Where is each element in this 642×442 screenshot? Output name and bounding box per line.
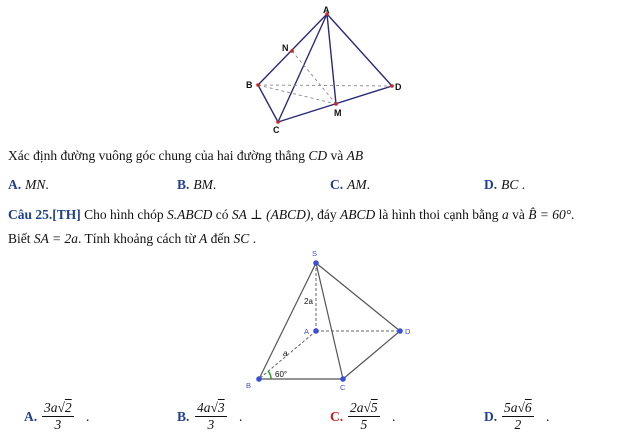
point-d bbox=[397, 328, 403, 334]
q25-option-c-period: . bbox=[392, 409, 396, 424]
label-b: B bbox=[246, 80, 253, 90]
q25-line-2 bbox=[8, 231, 256, 247]
segment-bm-hidden bbox=[258, 85, 336, 104]
label-c: C bbox=[273, 125, 280, 135]
q25-text-2d: . bbox=[252, 231, 257, 246]
label-n: N bbox=[282, 43, 289, 53]
label-b: B bbox=[246, 381, 252, 390]
q24-option-d-letter: D. bbox=[484, 177, 498, 192]
q24-option-c-tail: . bbox=[366, 177, 370, 192]
point-c bbox=[276, 120, 280, 124]
q25-option-a-denominator: 3 bbox=[42, 416, 74, 433]
q24-prompt-and: và bbox=[330, 148, 344, 163]
edge-sb bbox=[259, 263, 316, 379]
q25-option-b[interactable] bbox=[177, 400, 267, 440]
q24-option-d-tail: . bbox=[518, 177, 526, 192]
point-n bbox=[290, 49, 294, 53]
q25-perp: SA ⊥ (ABCD) bbox=[231, 207, 311, 222]
label-a: A bbox=[304, 327, 310, 336]
label-a: A bbox=[323, 5, 330, 15]
q24-prompt-ab: AB bbox=[346, 148, 364, 163]
tetrahedron-figure bbox=[240, 4, 410, 136]
q25-option-c-fraction bbox=[348, 400, 380, 433]
edge-ad bbox=[327, 14, 392, 86]
q25-option-a-coef: 3a bbox=[44, 400, 58, 415]
q24-option-b-tail: . bbox=[212, 177, 217, 192]
label-m: M bbox=[334, 108, 342, 118]
q25-text-1b: có bbox=[215, 207, 229, 222]
segment-am bbox=[327, 14, 336, 104]
point-m bbox=[334, 102, 338, 106]
q24-option-c-value: AM bbox=[347, 177, 367, 192]
q25-option-b-radicand: 3 bbox=[217, 400, 225, 415]
q25-option-b-denominator: 3 bbox=[195, 416, 227, 433]
q25-text-2a: Biết bbox=[8, 231, 31, 246]
q24-option-d-value: BC bbox=[501, 177, 519, 192]
q24-option-d[interactable] bbox=[484, 176, 525, 194]
q25-option-c-coef: 2a bbox=[350, 400, 364, 415]
point-a bbox=[313, 328, 319, 334]
q25-sa: SA = 2a bbox=[33, 231, 78, 246]
label-ab-length: a bbox=[283, 349, 288, 358]
point-b bbox=[256, 376, 262, 382]
q25-option-a-radicand: 2 bbox=[64, 400, 72, 415]
angle-b-arc bbox=[268, 371, 271, 379]
label-s: S bbox=[312, 249, 318, 258]
point-c bbox=[340, 376, 346, 382]
label-sa-length: 2a bbox=[304, 297, 313, 306]
edge-sc bbox=[316, 263, 343, 379]
q24-option-a-tail: . bbox=[45, 177, 49, 192]
label-d: D bbox=[405, 327, 411, 336]
point-d bbox=[390, 84, 394, 88]
edge-ab-hidden bbox=[259, 331, 316, 379]
q25-option-d[interactable] bbox=[484, 400, 574, 440]
q25-text-1d: là hình thoi cạnh bằng bbox=[378, 207, 499, 222]
point-s bbox=[313, 260, 319, 266]
q24-option-b-value: BM bbox=[193, 177, 213, 192]
q25-option-d-fraction bbox=[502, 400, 534, 433]
q24-prompt-text: Xác định đường vuông góc chung của hai đường thẳng bbox=[8, 148, 305, 163]
q25-pyramid: S.ABCD bbox=[167, 207, 213, 222]
q25-text-1c: , đáy bbox=[310, 207, 337, 222]
q25-text-1a: Cho hình chóp bbox=[84, 207, 164, 222]
edge-ac bbox=[278, 14, 327, 122]
q25-option-b-numerator: 4a√3 bbox=[197, 400, 225, 415]
q25-option-b-period: . bbox=[239, 409, 243, 424]
edge-bc bbox=[258, 85, 278, 122]
q25-line-1 bbox=[8, 207, 575, 223]
q24-option-a[interactable] bbox=[8, 176, 49, 194]
q25-angle: B̂ = 60°. bbox=[528, 207, 575, 222]
q25-sc: SC bbox=[233, 231, 250, 246]
q25-option-c-letter: C. bbox=[330, 409, 344, 424]
q25-option-b-letter: B. bbox=[177, 409, 190, 424]
q25-option-a-period: . bbox=[86, 409, 90, 424]
q25-text-1e: và bbox=[512, 207, 525, 222]
q25-option-a-fraction bbox=[42, 400, 74, 433]
label-d: D bbox=[395, 82, 402, 92]
q24-option-b-letter: B. bbox=[177, 177, 190, 192]
q25-base: ABCD bbox=[339, 207, 376, 222]
q25-option-c-radicand: 5 bbox=[370, 400, 378, 415]
q25-option-b-coef: 4a bbox=[197, 400, 211, 415]
q24-option-a-letter: A. bbox=[8, 177, 22, 192]
q25-option-d-coef: 5a bbox=[504, 400, 518, 415]
q25-option-d-denominator: 2 bbox=[502, 416, 534, 433]
q25-option-c[interactable] bbox=[330, 400, 420, 440]
q25-option-a-letter: A. bbox=[24, 409, 38, 424]
q25-option-c-denominator: 5 bbox=[348, 416, 380, 433]
label-c: C bbox=[340, 383, 346, 392]
q25-option-d-numerator: 5a√6 bbox=[504, 400, 532, 415]
edge-cd bbox=[343, 331, 400, 379]
pyramid-figure bbox=[240, 246, 420, 392]
q24-option-c-letter: C. bbox=[330, 177, 344, 192]
edge-bd-hidden bbox=[258, 85, 392, 86]
q25-heading: Câu 25.[TH] bbox=[8, 207, 81, 222]
edge-sd bbox=[316, 263, 400, 331]
q25-option-a-numerator: 3a√2 bbox=[44, 400, 72, 415]
q25-option-a[interactable] bbox=[24, 400, 114, 440]
q24-option-c[interactable] bbox=[330, 176, 370, 194]
q24-option-a-value: MN bbox=[25, 177, 46, 192]
q25-option-d-letter: D. bbox=[484, 409, 498, 424]
q25-point-a: A bbox=[199, 231, 208, 246]
q25-var-a: a bbox=[501, 207, 509, 222]
label-angle-60: 60° bbox=[275, 370, 288, 379]
q25-option-c-numerator: 2a√5 bbox=[350, 400, 378, 415]
point-b bbox=[256, 83, 260, 87]
q25-text-2b: . Tính khoảng cách từ bbox=[78, 231, 196, 246]
q25-option-d-radicand: 6 bbox=[524, 400, 532, 415]
q25-option-b-fraction bbox=[195, 400, 227, 433]
q24-prompt-cd: CD bbox=[308, 148, 328, 163]
q24-prompt bbox=[8, 148, 363, 164]
q24-option-b[interactable] bbox=[177, 176, 216, 194]
q25-option-d-period: . bbox=[546, 409, 550, 424]
q25-text-2c: đến bbox=[210, 231, 231, 246]
